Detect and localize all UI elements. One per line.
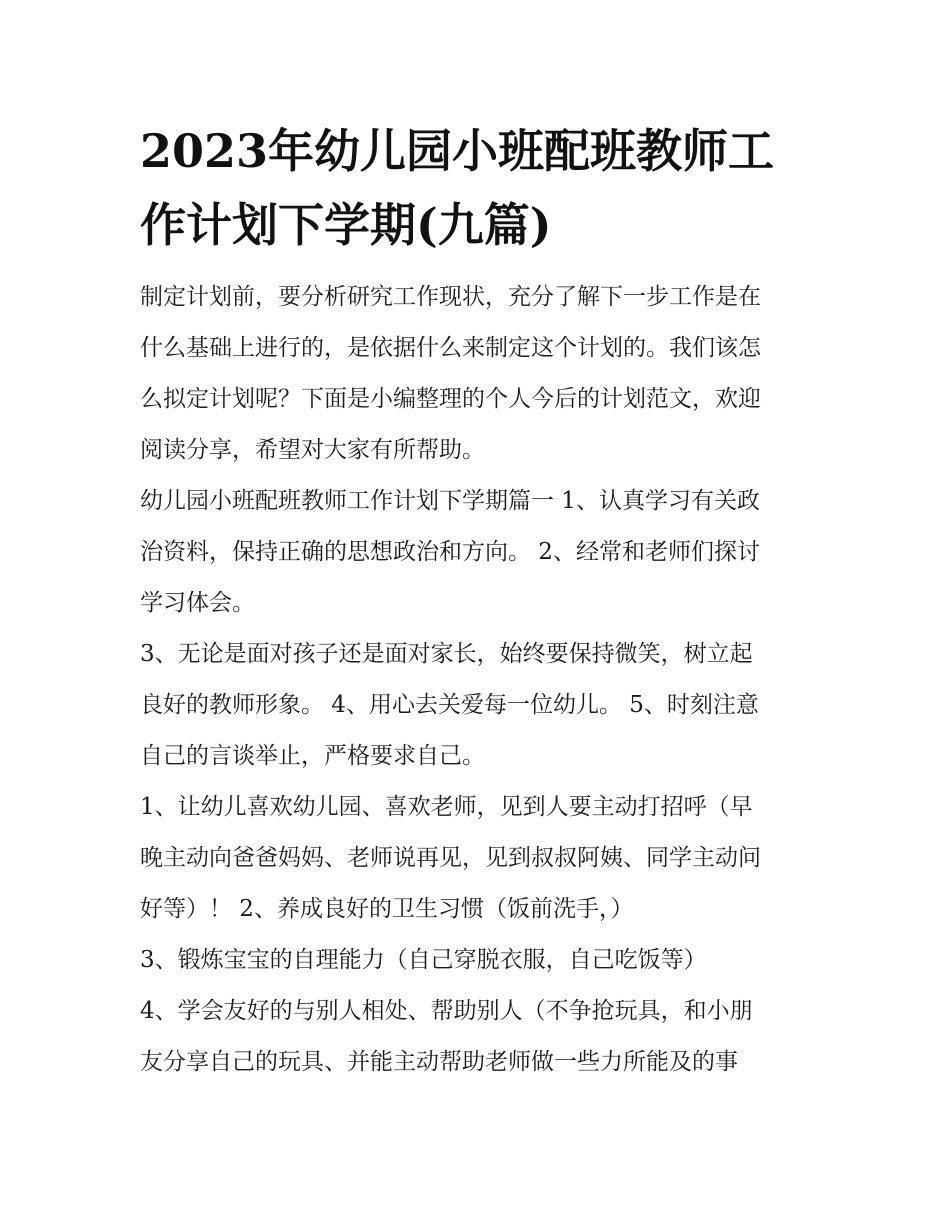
body-paragraph	[140, 629, 820, 782]
text-line: 3、锻炼宝宝的自理能力（自己穿脱衣服，自己吃饭等）	[140, 947, 707, 973]
intro-paragraph	[140, 272, 820, 476]
text-line: 治资料，保持正确的思想政治和方向。 2、经常和老师们探讨	[140, 539, 760, 565]
body-paragraph	[140, 935, 820, 986]
text-line: 自己的言谈举止，严格要求自己。	[140, 743, 485, 769]
document-body	[140, 114, 820, 1088]
text-line: 友分享自己的玩具、并能主动帮助老师做一些力所能及的事	[140, 1049, 738, 1075]
body-paragraph	[140, 986, 820, 1088]
text-line: 4、学会友好的与别人相处、帮助别人（不争抢玩具，和小朋	[140, 998, 753, 1024]
text-line: 阅读分享，希望对大家有所帮助。	[140, 437, 485, 463]
text-line: 幼儿园小班配班教师工作计划下学期篇一 1、认真学习有关政	[140, 488, 760, 514]
text-line: 学习体会。	[140, 590, 255, 616]
text-line: 1、让幼儿喜欢幼儿园、喜欢老师，见到人要主动打招呼（早	[140, 794, 753, 820]
text-line: 3、无论是面对孩子还是面对家长，始终要保持微笑，树立起	[140, 641, 753, 667]
text-line: 制定计划前，要分析研究工作现状，充分了解下一步工作是在	[140, 284, 761, 310]
body-paragraph	[140, 476, 820, 629]
text-line: 么拟定计划呢？下面是小编整理的个人今后的计划范文，欢迎	[140, 386, 761, 412]
title-line: 2023年幼儿园小班配班教师工	[140, 124, 775, 178]
body-paragraph	[140, 782, 820, 935]
text-line: 什么基础上进行的，是依据什么来制定这个计划的。我们该怎	[140, 335, 761, 361]
document-title	[140, 114, 820, 262]
title-line: 作计划下学期(九篇)	[140, 198, 552, 252]
text-line: 良好的教师形象。 4、用心去关爱每一位幼儿。 5、时刻注意	[140, 692, 759, 718]
text-line: 晚主动向爸爸妈妈、老师说再见，见到叔叔阿姨、同学主动问	[140, 845, 761, 871]
paragraph-list	[140, 272, 820, 1088]
text-line: 好等）！ 2、养成良好的卫生习惯（饭前洗手，）	[140, 896, 634, 922]
